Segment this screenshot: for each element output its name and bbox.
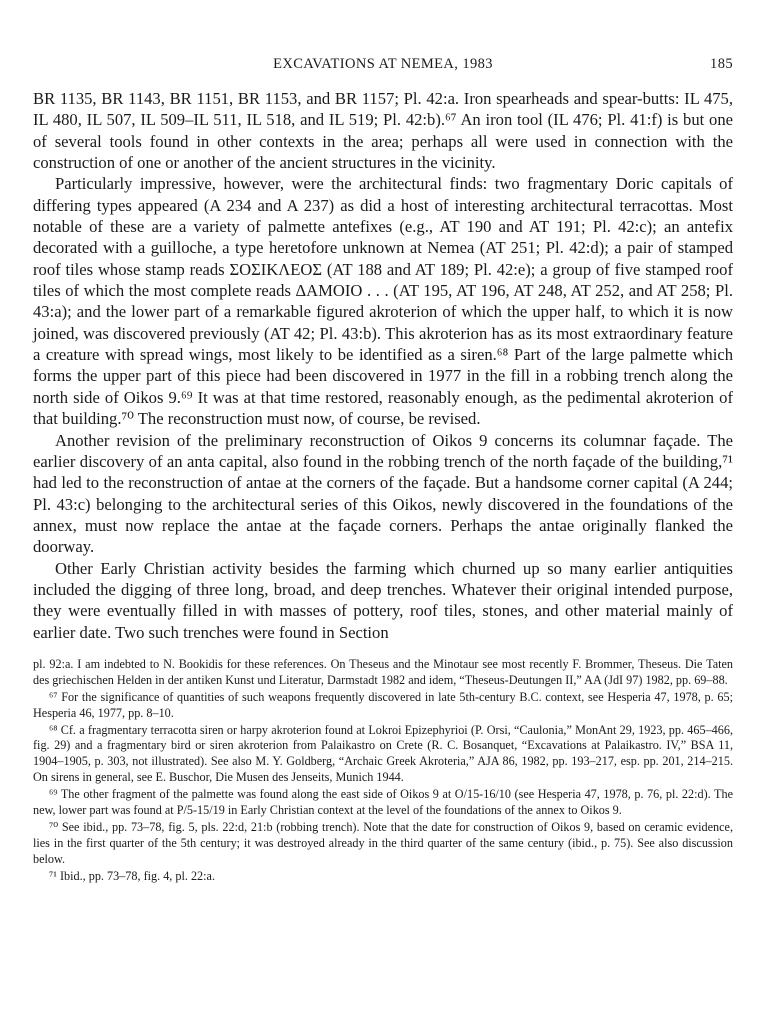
footnote: ⁶⁸ Cf. a fragmentary terracotta siren or harpy akroterion found at Lokroi Epizephyrioi (P. Orsi, “Caulonia,” MonAnt 29, 1923, pp. 465–466, fig. 29) and a fragmentary bird or siren akroterion from Palaikastro on Crete (R. C. Bosanquet, “Excavations at Palaikastro. IV,” BSA 11, 1904–1905, p. 303, not illustrated). See also M. Y. Goldberg, “Archaic Greek Akroteria,” AJA 86, 1982, pp. 193–217, esp. pp. 201, 214–215. On sirens in general, see E. Buschor, Die Musen des Jenseits, Munich 1944. bbox=[33, 722, 733, 785]
footnote: ⁷¹ Ibid., pp. 73–78, fig. 4, pl. 22:a. bbox=[49, 868, 215, 883]
paragraph: BR 1135, BR 1143, BR 1151, BR 1153, and BR 1157; Pl. 42:a. Iron spearheads and spear-butts: IL 475, IL 480, IL 507, IL 509–IL 511, IL 518, and IL 519; Pl. 42:b).⁶⁷ An iron tool (IL 476; Pl. 41:f) is but one of several tools found in other contexts in the area; perhaps all were used in connection with the construction of one or another of the ancient structures in the vicinity. bbox=[33, 89, 733, 173]
paragraph: Particularly impressive, however, were the architectural finds: two fragmentary Doric capitals of differing types appeared (A 234 and A 237) as did a host of interesting architectural terracottas. Most notable of these are a variety of palmette antefixes (e.g., AT 190 and AT 191; Pl. 42:c); an antefix decorated with a guilloche, a type heretofore unknown at Nemea (AT 251; Pl. 42:d); a pair of stamped roof tiles whose stamp reads ΣΟΣΙΚΛΕΟΣ (AT 188 and AT 189; Pl. 42:e); a group of five stamped roof tiles of which the most complete reads ΔΑΜΟΙΟ . . . (AT 195, AT 196, AT 248, AT 252, and AT 258; Pl. 43:a); and the lower part of a remarkable figured akroterion of which the upper half, to which it is now joined, was discovered previously (AT 42; Pl. 43:b). This akroterion has as its most extraordinary feature a creature with spread wings, most likely to be identified as a siren.⁶⁸ Part of the large palmette which forms the upper part of this piece had been discovered in 1977 in the fill in a robbing trench along the north side of Oikos 9.⁶⁹ It was at that time restored, reasonably enough, as the pedimental akroterion of that building.⁷⁰ The reconstruction must now, of course, be revised. bbox=[33, 174, 733, 429]
running-head bbox=[33, 56, 733, 78]
paragraph: Other Early Christian activity besides the farming which churned up so many earlier antiquities included the digging of three long, broad, and deep trenches. Whatever their original intended purpose, they were eventually filled in with masses of pottery, roof tiles, stones, and other material mainly of earlier date. Two such trenches were found in Section bbox=[33, 558, 733, 642]
body-text bbox=[33, 88, 733, 643]
page-number: 185 bbox=[710, 56, 733, 72]
footnotes bbox=[33, 657, 733, 885]
footnote: ⁷⁰ See ibid., pp. 73–78, fig. 5, pls. 22:d, 21:b (robbing trench). Note that the date for construction of Oikos 9, based on ceramic evidence, lies in the first quarter of the 5th century; it was destroyed already in the third quarter of the same century (ibid., p. 75). See also discussion below. bbox=[33, 820, 733, 866]
paragraph: Another revision of the preliminary reconstruction of Oikos 9 concerns its columnar façade. The earlier discovery of an anta capital, also found in the robbing trench of the north façade of the building,⁷¹ had led to the reconstruction of antae at the corners of the façade. But a handsome corner capital (A 244; Pl. 43:c) belonging to the architectural series of this Oikos, newly discovered in the foundations of the annex, must now replace the antae at the façade corners. Perhaps the antae originally flanked the doorway. bbox=[33, 430, 733, 557]
footnote: ⁶⁹ The other fragment of the palmette was found along the east side of Oikos 9 at O/15-16/10 (see Hesperia 47, 1978, p. 76, pl. 22:d). The new, lower part was found at P/5-15/19 in Early Christian context at the level of the foundations of the annex to Oikos 9. bbox=[33, 787, 733, 818]
document-page bbox=[33, 56, 733, 885]
running-title: EXCAVATIONS AT NEMEA, 1983 bbox=[273, 56, 493, 72]
footnote-continued: pl. 92:a. I am indebted to N. Bookidis for these references. On Theseus and the Minotaur see most recently F. Brommer, Theseus. Die Taten des griechischen Helden in der antiken Kunst und Literatur, Darmstadt 1982 and idem, “Theseus-Deutungen II,” AA (JdI 97) 1982, pp. 69–88. bbox=[33, 656, 733, 687]
footnote: ⁶⁷ For the significance of quantities of such weapons frequently discovered in late 5th-century B.C. context, see Hesperia 47, 1978, p. 65; Hesperia 46, 1977, pp. 8–10. bbox=[33, 689, 733, 720]
